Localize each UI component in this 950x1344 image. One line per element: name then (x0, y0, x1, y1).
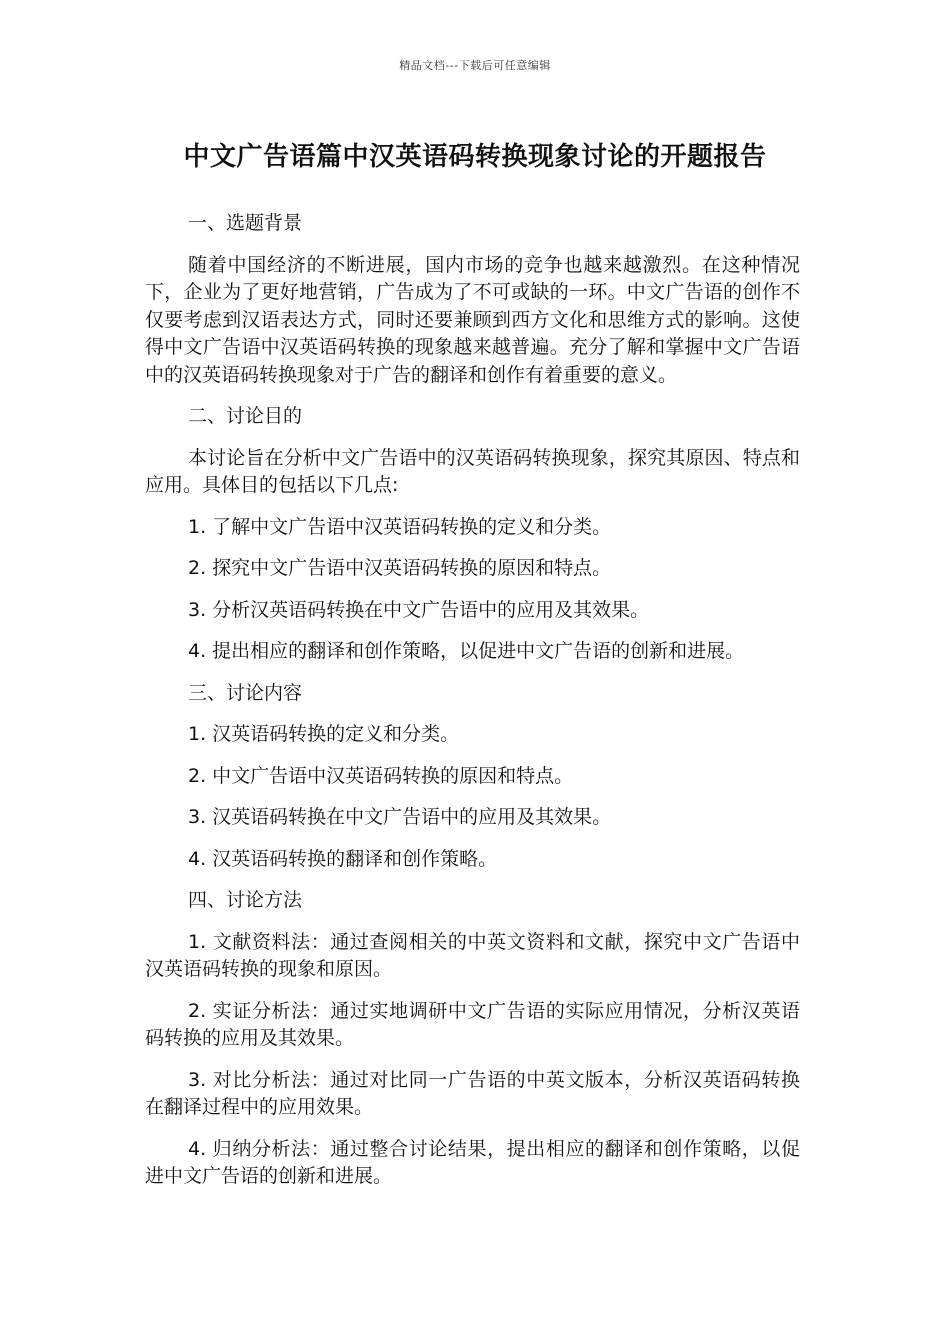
list-item-purpose-1: 1. 了解中文广告语中汉英语码转换的定义和分类。 (188, 515, 612, 538)
section-heading-methods: 四、讨论方法 (188, 889, 303, 911)
document-body (145, 210, 800, 1205)
paragraph-purpose-intro: 本讨论旨在分析中文广告语中的汉英语码转换现象，探究其原因、特点和应用。具体目的包括以下几点: (145, 446, 800, 496)
list-item-content-4: 4. 汉英语码转换的翻译和创作策略。 (188, 847, 498, 870)
document-title: 中文广告语篇中汉英语码转换现象讨论的开题报告 (183, 142, 767, 172)
list-item-purpose-2: 2. 探究中文广告语中汉英语码转换的原因和特点。 (188, 557, 612, 579)
paragraph-background: 随着中国经济的不断进展，国内市场的竞争也越来越激烈。在这种情况下，企业为了更好地营销，广告成为了不可或缺的一环。中文广告语的创作不仅要考虑到汉语表达方式，同时还要兼顾到西方文化和思维方式的影响。这使得中文广告语中汉英语码转换的现象越来越普遍。充分了解和掌握中文广告语中的汉英语码转换现象对于广告的翻译和创作有着重要的意义。 (145, 253, 800, 386)
header-note: 精品文档---下载后可任意编辑 (399, 59, 551, 72)
list-item-method-4: 4. 归纳分析法：通过整合讨论结果，提出相应的翻译和创作策略，以促进中文广告语的创新和进展。 (145, 1137, 800, 1187)
list-item-purpose-4: 4. 提出相应的翻译和创作策略，以促进中文广告语的创新和进展。 (188, 640, 745, 662)
section-heading-content: 三、讨论内容 (188, 681, 303, 704)
list-item-content-3: 3. 汉英语码转换在中文广告语中的应用及其效果。 (188, 806, 612, 828)
list-item-content-1: 1. 汉英语码转换的定义和分类。 (188, 723, 460, 745)
list-item-method-3: 3. 对比分析法：通过对比同一广告语的中英文版本，分析汉英语码转换在翻译过程中的应用效果。 (145, 1068, 800, 1118)
section-heading-purpose: 二、讨论目的 (188, 405, 303, 427)
list-item-method-2: 2. 实证分析法：通过实地调研中文广告语的实际应用情况，分析汉英语码转换的应用及其效果。 (145, 999, 800, 1049)
list-item-purpose-3: 3. 分析汉英语码转换在中文广告语中的应用及其效果。 (188, 598, 650, 621)
section-heading-background: 一、选题背景 (188, 212, 303, 234)
list-item-content-2: 2. 中文广告语中汉英语码转换的原因和特点。 (188, 764, 574, 787)
list-item-method-1: 1. 文献资料法：通过查阅相关的中英文资料和文献，探究中文广告语中汉英语码转换的现象和原因。 (145, 930, 800, 980)
